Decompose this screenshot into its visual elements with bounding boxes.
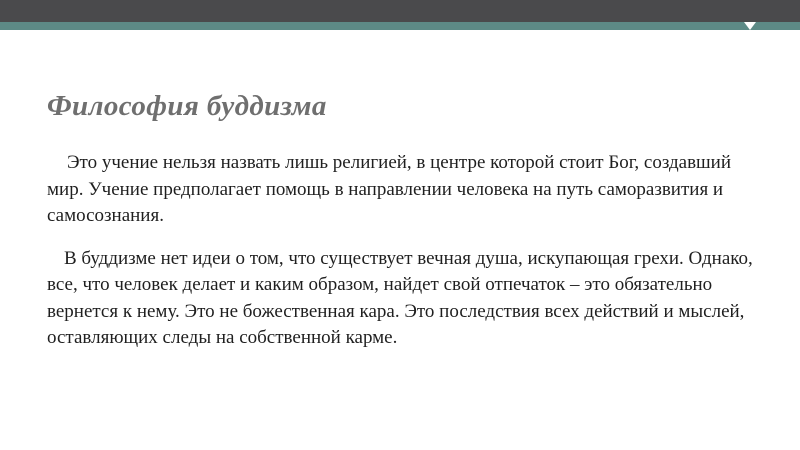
- slide-body: [47, 150, 767, 352]
- slide-corner-marker: [744, 22, 756, 30]
- body-paragraph-2: В буддизме нет идеи о том, что существует вечная душа, искупающая грехи. Однако, все, что человек делает и каким образом, найдет свой отпечаток – это обязательно вернется к нему. Это не божественная кара. Это последствия всех действий и мыслей, оставляющих следы на собственной карме.: [47, 247, 753, 348]
- slide-accent-stripe: [0, 22, 800, 30]
- slide-title: Философия буддизма: [47, 90, 327, 122]
- body-paragraph-1: Это учение нельзя назвать лишь религией, в центре которой стоит Бог, создавший мир. Учение предполагает помощь в направлении человека на путь саморазвития и самосознания.: [47, 152, 732, 226]
- slide-top-bar: [0, 0, 800, 22]
